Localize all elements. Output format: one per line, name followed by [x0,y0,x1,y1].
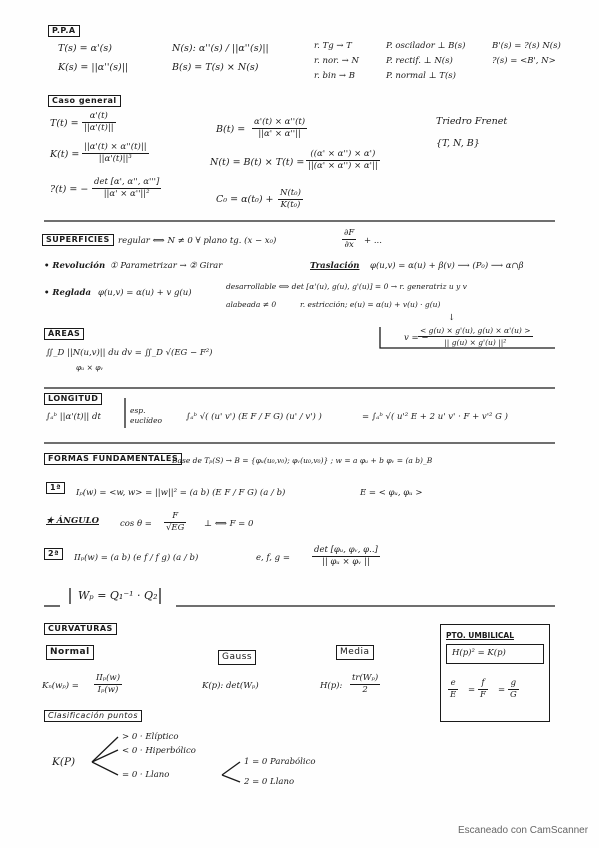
umbilical-frac-e [448,678,458,701]
formas-first-E: E = < φᵤ, φᵤ > [360,488,423,498]
general-C-lhs: C₀ = α(t₀) + [216,194,274,205]
umbilical-eq2: = [498,685,506,695]
general-tau-den: ||α' × α''||² [103,189,150,199]
superficies-v-num: < g(u) × g'(u), g(u) × α'(u) > [420,326,531,335]
formas-base: Base de Tₚ(S) → B = {φᵤ(u₀,v₀); φᵥ(u₀,v₀)} ; w = a φᵤ + b φᵥ = (a b)_B [172,456,433,465]
curvaturas-gauss: Gauss [218,650,256,665]
longitud-eq3: = ∫ₐᵇ √( u'² E + 2 u' v' · F + v'² G ) [362,412,508,422]
general-N-num: ((α' × α'') × α') [306,149,380,161]
superficies-v-frac [418,325,533,348]
umbilical-f: f [478,678,488,690]
formas-angulo-num: F [164,511,186,523]
longitud-eq2: ∫ₐᵇ √( (u' v') (E F / F G) (u' / v') ) [186,412,322,422]
formas-first-label: 1ª [46,482,65,494]
curvaturas-kn-num: IIₚ(w) [96,673,121,683]
areas-title: ÁREAS [44,328,84,340]
formas-angulo-eq: cos θ = [120,519,152,529]
clasificacion-parabolico: 1 = 0 Parabólico [244,757,316,767]
ppa-torsion-eq1: B'(s) = ?(s) N(s) [492,41,561,51]
clasificacion-kp: K(P) [52,756,76,768]
ppa-plane-normal: P. normal ⊥ T(s) [386,71,456,81]
ppa-line-binormal: r. bin → B [314,71,355,81]
general-K-frac [82,142,149,165]
umbilical-eq: H(p)² = K(p) [452,648,506,658]
formas-efg-frac [312,545,380,568]
general-title: Caso general [48,95,121,107]
curvaturas-kn-lhs: Kₙ(wₚ) = [42,681,79,691]
clasificacion-hiperbolico: < 0 · Hiperbólico [122,746,196,756]
ppa-plane-rect: P. rectif. ⊥ N(s) [386,56,453,66]
superficies-regl-eq: φ(u,v) = α(u) + v g(u) [98,288,192,298]
general-B-frac [252,117,307,140]
general-C-num: N(t₀) [280,188,301,198]
formas-wp: Wₚ = Q₁⁻¹ · Q₂ [78,589,158,602]
superficies-reglada: • Reglada [44,288,91,298]
ppa-tangent-eq: T(s) = α'(s) [58,43,112,54]
curvaturas-kn-frac [94,673,122,696]
formas-efg-den: || φᵤ × φᵥ || [322,557,370,567]
superficies-regular-frac [342,228,356,251]
general-B-lhs: B(t) = [216,124,246,135]
clasificacion-llano: = 0 · Llano [122,770,170,780]
ppa-line-tangent: r. Tg → T [314,41,352,51]
curvaturas-kn-den: Iₚ(w) [97,685,119,695]
superficies-regular-den: ∂x [344,240,354,250]
umbilical-F: F [480,690,486,700]
longitud-eq1: ∫ₐᵇ ||α'(t)|| dt [46,412,101,422]
formas-efg-num: det [φᵤ, φᵥ, φ..] [314,545,378,555]
umbilical-title: PTO. UMBILICAL [446,631,515,640]
formas-first-eq: Iₚ(w) = <w, w> = ||w||² = (a b) (E F / F G) (a / b) [76,488,286,498]
general-K-lhs: K(t) = [50,149,80,160]
superficies-alabeada: alabeada ≠ 0 [226,300,277,309]
umbilical-E: E [450,690,457,700]
general-T-lhs: T(t) = [50,118,79,129]
curvaturas-h-den: 2 [362,685,368,695]
ppa-plane-osc: P. oscilador ⊥ B(s) [386,41,466,51]
umbilical-frac-g [508,678,519,701]
curvaturas-h-num: tr(Wₚ) [352,673,379,683]
general-T-num: α'(t) [82,111,116,123]
general-B-den: ||α' × α''|| [258,129,301,139]
umbilical-frac-f [478,678,488,701]
general-C-frac [278,188,303,211]
general-T-den: ||α'(t)|| [84,123,114,133]
superficies-v-den: || g(u) × g'(u) ||² [444,338,507,347]
general-tau-frac [92,177,161,200]
general-C-den: K(t₀) [280,200,301,210]
curvaturas-title: CURVATURAS [44,623,117,635]
ppa-binormal-eq: B(s) = T(s) × N(s) [172,62,259,73]
curvaturas-media: Media [336,645,374,660]
general-B-num: α'(t) × α''(t) [254,117,306,127]
general-tau-num: det [α', α'', α'''] [94,177,160,187]
curvaturas-normal: Normal [46,645,94,660]
longitud-title: LONGITUD [44,393,102,405]
formas-angulo-den: √EG [166,523,185,533]
general-K-den: ||α'(t)||³ [98,154,132,164]
formas-second-eq: IIₚ(w) = (a b) (e f / f g) (a / b) [74,553,199,563]
formas-efg: e, f, g = [256,553,290,563]
umbilical-g: g [508,678,519,690]
general-N-lhs: N(t) = B(t) × T(t) = [210,157,305,168]
ppa-torsion-eq2: ?(s) = <B', N> [492,56,556,66]
umbilical-eq1: = [468,685,476,695]
general-T-frac [82,111,116,134]
superficies-rev-steps: ① Parametrizar → ② Girar [110,261,223,271]
clasificacion-title: Clasificación puntos [44,710,142,722]
curvaturas-h-frac [350,673,380,696]
umbilical-e: e [448,678,458,690]
general-N-frac [306,149,380,172]
general-triedro: Triedro Frenet [436,116,508,127]
superficies-regular: regular ⟺ N ≠ 0 ∀ plano tg. (x − x₀) [118,236,277,246]
areas-eq2: φᵤ × φᵥ [76,363,104,372]
longitud-note1: esp. [130,406,146,415]
general-N-den: ||(α' × α'') × α'|| [308,161,378,171]
longitud-note2: euclídeo [130,416,163,425]
curvaturas-h-lhs: H(p): [320,681,343,691]
formas-angulo-frac [164,511,186,534]
ppa-curvature-eq: K(s) = ||α''(s)|| [58,62,129,73]
superficies-v-lhs: v = − [404,333,429,343]
ppa-line-normal: r. nor. → N [314,56,359,66]
superficies-regular-num: ∂F [344,228,355,238]
formas-title: FORMAS FUNDAMENTALES [44,453,182,465]
camscanner-footer: Escaneado con CamScanner [458,825,589,836]
formas-angulo-label: ★ ÁNGULO [46,516,99,526]
general-tau-lhs: ?(t) = − [50,184,89,195]
umbilical-G: G [510,690,517,700]
superficies-arrow: ↓ [448,313,456,323]
superficies-trasl-eq: φ(u,v) = α(u) + β(v) ⟶ (P₀) ⟶ α∩β [370,261,524,271]
clasificacion-llano2: 2 = 0 Llano [244,777,295,787]
curvaturas-k-eq: K(p): det(Wₚ) [202,681,259,691]
general-tnb: {T, N, B} [436,138,480,149]
formas-perp: ⊥ ⟺ F = 0 [204,519,254,529]
formas-second-label: 2ª [44,548,63,560]
superficies-regular-tail: + ... [364,236,382,246]
superficies-revolucion: • Revolución [44,261,106,271]
superficies-title: SUPERFICIES [42,234,114,246]
clasificacion-eliptico: > 0 · Elíptico [122,732,179,742]
ppa-title: P.P.A [48,25,80,37]
superficies-desarrollable: desarrollable ⟺ det [α'(u), g(u), g'(u)] = 0 → r. generatriz u y v [226,282,467,291]
areas-eq1: ∬_D ||N(u,v)|| du dv = ∬_D √(EG − F²) [46,348,213,358]
general-K-num: ||α'(t) × α''(t)|| [84,142,147,152]
superficies-estriccion: r. estricción; e(u) = α(u) + v(u) · g(u) [300,300,441,309]
superficies-traslacion: Traslación [310,261,360,271]
ppa-normal-eq: N(s): α''(s) / ||α''(s)|| [172,43,269,54]
